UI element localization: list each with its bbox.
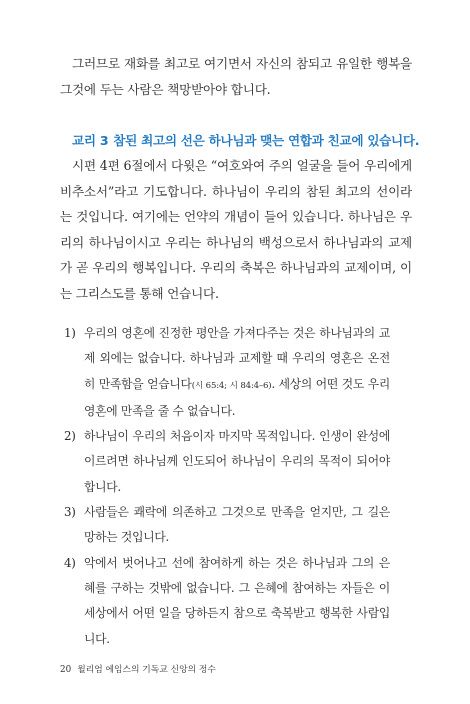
- list-item-number: 4): [64, 555, 76, 570]
- list-item-text: 하나님이 우리의 처음이자 마지막 목적입니다. 인생이 완성에 이르려면 하나님께 인도되어 하나님이 우리의 목적이 되어야 합니다.: [84, 429, 390, 494]
- intro-paragraph: 그러므로 재화를 최고로 여기면서 자신의 참되고 유일한 행복을 그것에 두는 사람은 책망받아야 합니다.: [60, 56, 412, 97]
- running-title: 윌리엄 에임스의 기독교 신앙의 정수: [77, 665, 216, 675]
- doctrine-title: 참된 최고의 선은 하나님과 맺는 연합과 친교에 있습니다.: [113, 133, 420, 148]
- page-number: 20: [60, 665, 72, 675]
- list-item-text: 우리의 영혼에 진정한 평안을 가져다주는 것은 하나님과의 교제 외에는 없습니다. 하나님과 교제할 때 우리의 영혼은 온전히 만족함을 얻습니다: [84, 326, 390, 391]
- page-footer: [60, 662, 216, 675]
- list-item-text-continued: . 세상의 어떤 것도 우리 영혼에 만족을 줄 수 없습니다.: [84, 376, 390, 418]
- list-item-number: 2): [64, 429, 76, 444]
- doctrine-label: 교리 3: [72, 133, 109, 148]
- list-item-number: 3): [64, 505, 76, 520]
- list-item: [64, 551, 390, 652]
- scripture-reference: (시 65:4; 시 84:4–6): [191, 380, 272, 391]
- list-item-text: 악에서 벗어나고 선에 참여하게 하는 것은 하나님과 그의 은혜를 구하는 것밖에 없습니다. 그 은혜에 참여하는 자들은 이 세상에서 어떤 일을 당하든지 참으로 축복받고 행복한 사람입니다.: [84, 555, 390, 646]
- section-heading: [72, 130, 432, 149]
- list-item-text: 사람들은 쾌락에 의존하고 그것으로 만족을 얻지만, 그 길은 망하는 것입니다.: [84, 505, 390, 545]
- points-list: [64, 321, 390, 652]
- list-item: [64, 424, 390, 500]
- body-paragraph: 시편 4편 6절에서 다윗은 “여호와여 주의 얼굴을 들어 우리에게 비추소서”라고 기도합니다. 하나님이 우리의 참된 최고의 선이라는 것입니다. 여기에는 언약의 개념이 들어 있습니다. 하나님은 우리의 하나님이시고 우리는 하나님의 백성으로서 하나님과의 교제가 곧 우리의 행복입니다. 우리의 축복은 하나님과의 교제이며, 이는 그리스도를 통해 언습니다.: [60, 158, 412, 301]
- list-item: [64, 500, 390, 551]
- list-item-number: 1): [64, 326, 76, 340]
- list-item: [64, 321, 390, 424]
